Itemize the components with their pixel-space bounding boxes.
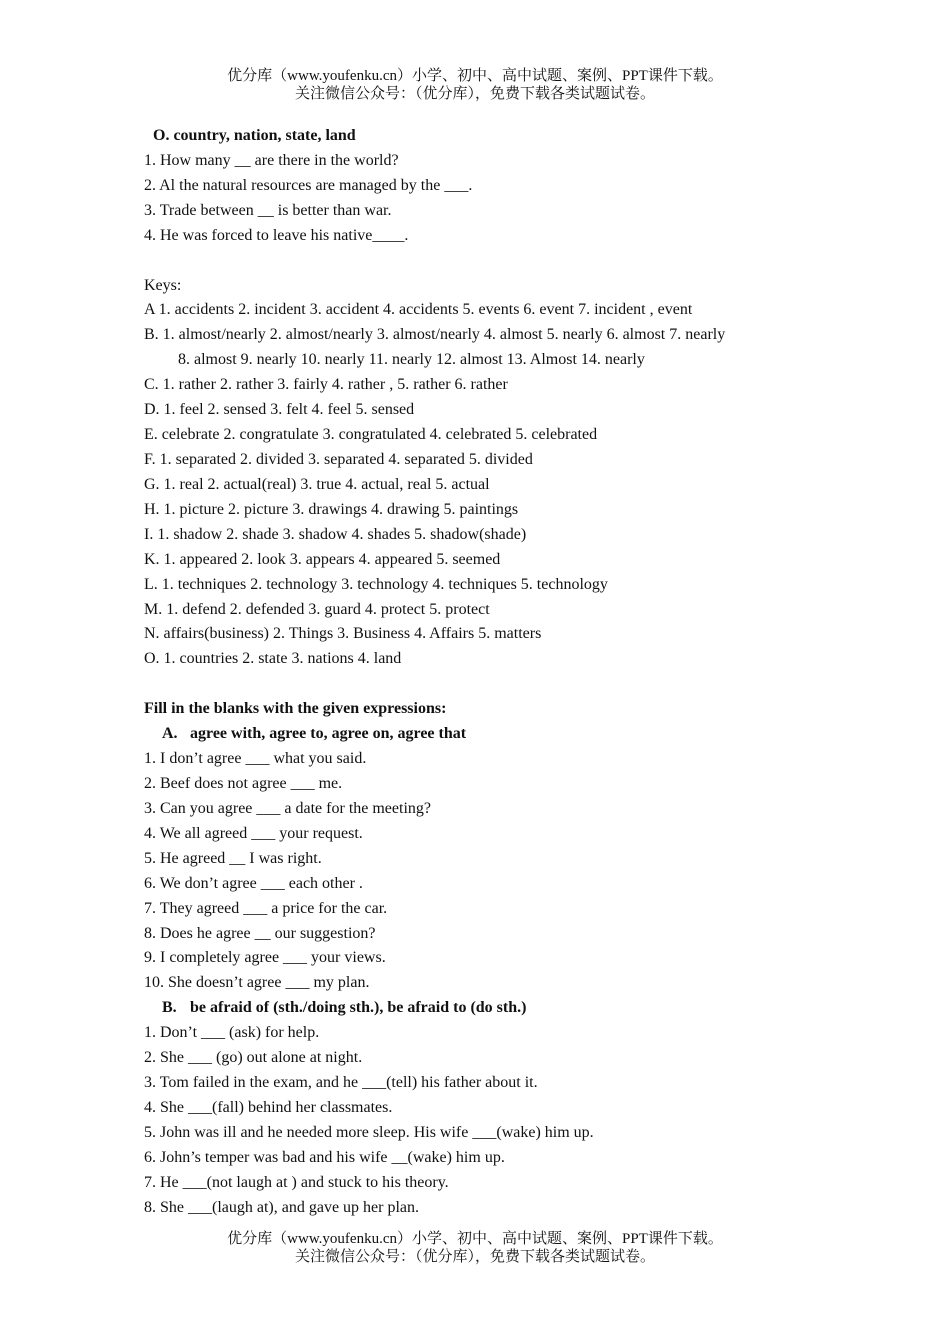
keys-line: I. 1. shadow 2. shade 3. shadow 4. shades 5. shadow(shade) bbox=[144, 525, 527, 543]
keys-line: L. 1. techniques 2. technology 3. technology 4. techniques 5. technology bbox=[144, 575, 608, 593]
document-body bbox=[144, 124, 864, 1221]
keys-line: C. 1. rather 2. rather 3. fairly 4. rather , 5. rather 6. rather bbox=[144, 376, 508, 394]
section-b-item: 3. Tom failed in the exam, and he ___(tell) his father about it. bbox=[144, 1074, 538, 1092]
section-a-item: 6. We don’t agree ___ each other . bbox=[144, 874, 363, 892]
keys-line: E. celebrate 2. congratulate 3. congratulated 4. celebrated 5. celebrated bbox=[144, 426, 598, 444]
section-o-title: O. country, nation, state, land bbox=[153, 127, 356, 144]
section-a-item: 2. Beef does not agree ___ me. bbox=[144, 774, 343, 792]
keys-line: M. 1. defend 2. defended 3. guard 4. protect 5. protect bbox=[144, 600, 490, 618]
keys-line: B. 1. almost/nearly 2. almost/nearly 3. almost/nearly 4. almost 5. nearly 6. almost 7. nearly bbox=[144, 326, 726, 344]
section-a-label: A. bbox=[162, 725, 178, 743]
section-b-item: 7. He ___(not laugh at ) and stuck to his theory. bbox=[144, 1173, 449, 1191]
section-o-item: 4. He was forced to leave his native____. bbox=[144, 226, 409, 244]
section-b-item: 1. Don’t ___ (ask) for help. bbox=[144, 1024, 320, 1042]
header-line-2: 关注微信公众号：（优分库），免费下载各类试题试卷。 bbox=[294, 86, 655, 102]
section-a-item: 4. We all agreed ___ your request. bbox=[144, 824, 363, 842]
page-header bbox=[0, 67, 950, 103]
section-b-title: be afraid of (sth./doing sth.), be afraid to (do sth.) bbox=[190, 999, 527, 1017]
section-a-item: 7. They agreed ___ a price for the car. bbox=[144, 899, 388, 917]
page-footer bbox=[0, 1230, 950, 1266]
fill-title: Fill in the blanks with the given expressions: bbox=[144, 700, 447, 718]
section-b-item: 4. She ___(fall) behind her classmates. bbox=[144, 1098, 393, 1116]
section-a-item: 9. I completely agree ___ your views. bbox=[144, 949, 386, 967]
keys-line: D. 1. feel 2. sensed 3. felt 4. feel 5. sensed bbox=[144, 401, 415, 419]
keys-line: H. 1. picture 2. picture 3. drawings 4. drawing 5. paintings bbox=[144, 500, 519, 518]
keys-line: F. 1. separated 2. divided 3. separated 4. separated 5. divided bbox=[144, 450, 533, 468]
keys-title: Keys: bbox=[144, 276, 182, 294]
section-b-item: 2. She ___ (go) out alone at night. bbox=[144, 1049, 363, 1067]
keys-line: 8. almost 9. nearly 10. nearly 11. nearly 12. almost 13. Almost 14. nearly bbox=[178, 351, 645, 369]
section-b-item: 8. She ___(laugh at), and gave up her plan. bbox=[144, 1198, 420, 1216]
section-b-heading bbox=[144, 996, 864, 1021]
section-a-heading bbox=[144, 722, 864, 747]
section-o-item: 3. Trade between __ is better than war. bbox=[144, 201, 392, 219]
keys-line: A 1. accidents 2. incident 3. accident 4. accidents 5. events 6. event 7. incident , event bbox=[144, 301, 693, 319]
keys-line: O. 1. countries 2. state 3. nations 4. land bbox=[144, 650, 402, 668]
keys-line: G. 1. real 2. actual(real) 3. true 4. actual, real 5. actual bbox=[144, 475, 490, 493]
section-a-title: agree with, agree to, agree on, agree that bbox=[190, 725, 467, 743]
keys-line: K. 1. appeared 2. look 3. appears 4. appeared 5. seemed bbox=[144, 550, 501, 568]
footer-line-1: 优分库（www.youfenku.cn）小学、初中、高中试题、案例、PPT课件下载。 bbox=[227, 1231, 723, 1247]
section-a-item: 8. Does he agree __ our suggestion? bbox=[144, 924, 376, 942]
section-a-item: 5. He agreed __ I was right. bbox=[144, 849, 322, 867]
section-o-item: 1. How many __ are there in the world? bbox=[144, 151, 399, 169]
spacer bbox=[144, 249, 864, 274]
keys-line: N. affairs(business) 2. Things 3. Business 4. Affairs 5. matters bbox=[144, 625, 542, 643]
section-a-item: 1. I don’t agree ___ what you said. bbox=[144, 750, 367, 768]
footer-line-2: 关注微信公众号：（优分库），免费下载各类试题试卷。 bbox=[294, 1249, 655, 1265]
header-line-1: 优分库（www.youfenku.cn）小学、初中、高中试题、案例、PPT课件下载。 bbox=[227, 68, 723, 84]
section-o-item: 2. Al the natural resources are managed by the ___. bbox=[144, 176, 473, 194]
section-a-item: 10. She doesn’t agree ___ my plan. bbox=[144, 974, 370, 992]
section-b-item: 6. John’s temper was bad and his wife __(wake) him up. bbox=[144, 1148, 505, 1166]
section-a-item: 3. Can you agree ___ a date for the meeting? bbox=[144, 799, 431, 817]
spacer bbox=[144, 672, 864, 697]
section-b-label: B. bbox=[162, 999, 177, 1017]
section-b-item: 5. John was ill and he needed more sleep. His wife ___(wake) him up. bbox=[144, 1123, 594, 1141]
